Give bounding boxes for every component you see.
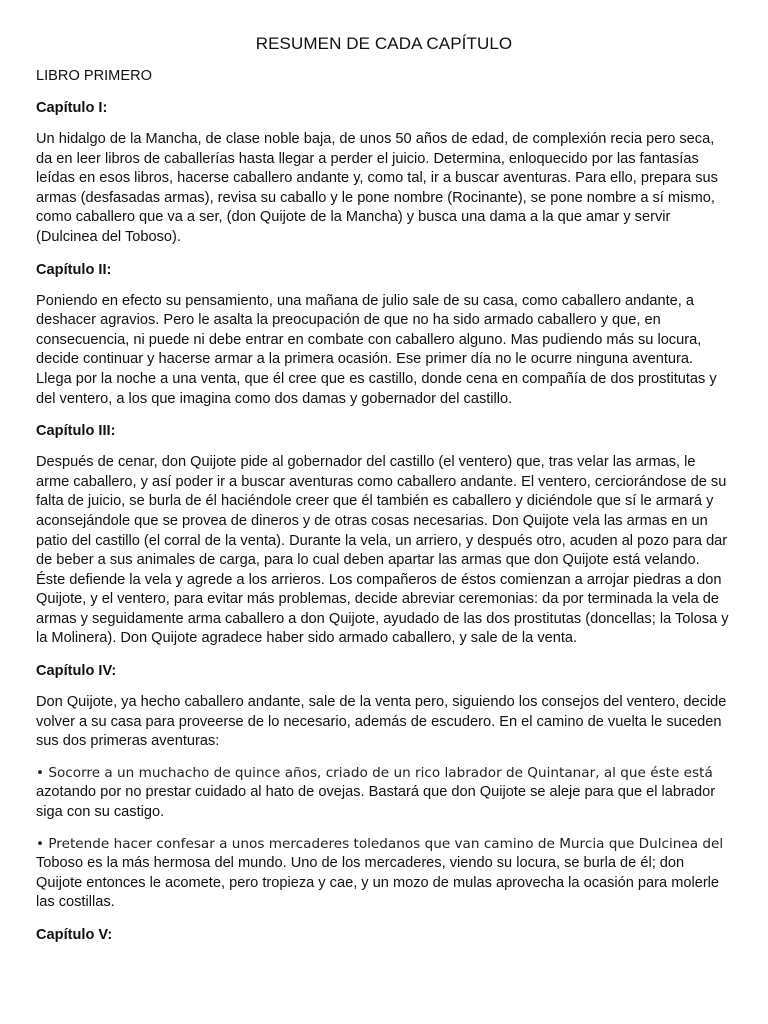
bullet-lead-text: • Socorre a un muchacho de quince años, criado de un rico labrador de Quintanar, al que éste está: [36, 764, 713, 781]
bullet-text: Toboso es la más hermosa del mundo. Uno de los mercaderes, viendo su locura, se burla de él; don Quijote entonces le acomete, pero tropieza y cae, y un mozo de mulas aprovecha la ocasión para molerle las costillas.: [36, 855, 720, 911]
book-heading: LIBRO PRIMERO: [36, 68, 152, 84]
chapter-heading: Capítulo I:: [36, 100, 108, 116]
chapter-1: [36, 98, 732, 248]
chapter-paragraph: Don Quijote, ya hecho caballero andante, sale de la venta pero, siguiendo los consejos del ventero, decide volver a su casa para proveerse de lo necesario, además de escudero. En el camino de vuelta le suceden sus dos primeras aventuras:: [36, 694, 727, 750]
chapter-paragraph: Después de cenar, don Quijote pide al gobernador del castillo (el ventero) que, tras velar las armas, le arme caballero, y así poder ir a buscar aventuras como caballero andante. El ventero, cerciorándose de su falta de juicio, se burla de él haciéndole creer que él también es caballero y diciéndole que sí le armará y aconsejándole que se provea de dineros y de otras cosas necesarias. Don Quijote vela las armas en un patio del castillo (el corral de la venta). Durante la vela, un arriero, y después otro, acuden al pozo para dar de beber a sus animales de carga, para lo cual deben apartar las armas que don Quijote está velando. Éste defiende la vela y agrede a los arrieros. Los compañeros de éstos comienzan a arrojar piedras a don Quijote, y el ventero, para evitar más problemas, decide abreviar ceremonias: da por terminada la vela de armas y seguidamente arma caballero a don Quijote, ayudado de las dos prostitutas (doncellas; la Tolosa y la Molinera). Don Quijote agradece haber sido armado caballero, y sale de la venta.: [36, 454, 729, 647]
chapter-3: [36, 421, 732, 649]
chapter-heading: Capítulo IV:: [36, 663, 117, 680]
chapter-2: [36, 260, 732, 410]
document-title: RESUMEN DE CADA CAPÍTULO: [255, 34, 513, 53]
bullet-text: azotando por no prestar cuidado al hato de ovejas. Bastará que don Quijote se aleje para que el labrador siga con su castigo.: [36, 784, 716, 821]
chapter-5: [36, 925, 732, 945]
chapter-heading: Capítulo II:: [36, 261, 112, 278]
bullet-lead-text: • Pretende hacer confesar a unos mercaderes toledanos que van camino de Murcia que Dulcinea del: [36, 835, 724, 852]
bullet-item: [36, 835, 732, 913]
chapter-paragraph: Un hidalgo de la Mancha, de clase noble baja, de unos 50 años de edad, de complexión recia pero seca, da en leer libros de caballerías hasta llegar a perder el juicio. Determina, enloquecido por las fantasías leídas en esos libros, hacerse caballero andante y, como tal, ir a buscar aventuras. Para ello, prepara sus armas (desfasadas armas), revisa su caballo y le pone nombre (Rocinante), se pone nombre a sí mismo, como caballero que va a ser, (don Quijote de la Mancha) y busca una dama a la que amar y servir (Dulcinea del Toboso).: [36, 131, 718, 245]
chapter-paragraph: Poniendo en efecto su pensamiento, una mañana de julio sale de su casa, como caballero andante, a deshacer agravios. Pero le asalta la preocupación de que no ha sido armado caballero y que, en consecuencia, ni puede ni debe entrar en combate con caballero alguno. Mas pudiendo más su locura, decide continuar y hacerse armar a la primera ocasión. Ese primer día no le ocurre ninguna aventura. Llega por la noche a una venta, que él cree que es castillo, donde cena en compañía de dos prostitutas y del ventero, a los que imagina como dos damas y gobernador del castillo.: [36, 292, 717, 407]
chapter-heading: Capítulo III:: [36, 423, 116, 440]
bullet-item: [36, 764, 732, 823]
chapter-heading: Capítulo V:: [36, 927, 113, 943]
chapter-4: [36, 661, 732, 913]
